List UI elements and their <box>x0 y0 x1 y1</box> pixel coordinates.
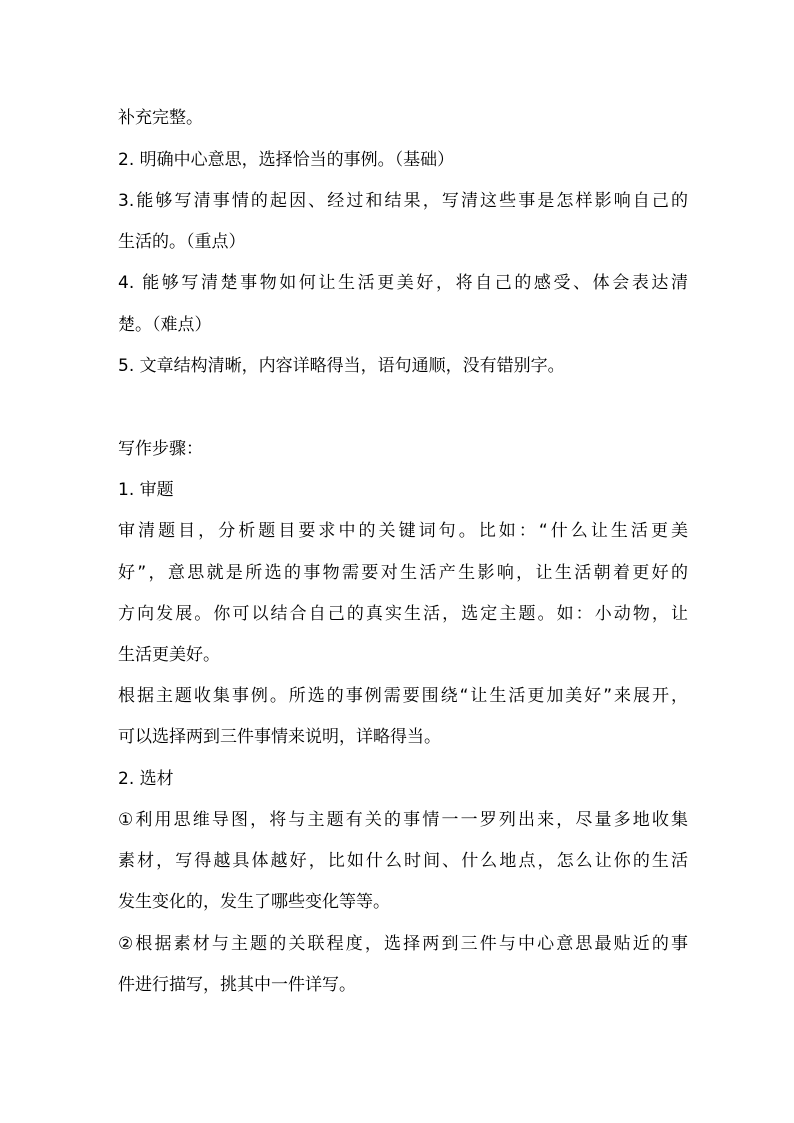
objective-item-3-line-1: 3.能够写清事情的起因、经过和结果，写清这些事是怎样影响自己的 <box>118 191 688 211</box>
step-2-paragraph-1-line-3: 发生变化的，发生了哪些变化等等。 <box>118 892 390 912</box>
step-2-paragraph-2-line-2: 件进行描写，挑其中一件详写。 <box>118 975 356 995</box>
objective-item-4-line-2: 楚。（难点） <box>118 315 212 335</box>
objective-item-3-line-2: 生活的。（重点） <box>118 232 246 252</box>
step-2-paragraph-1-line-2: 素材，写得越具体越好，比如什么时间、什么地点，怎么让你的生活 <box>118 851 688 871</box>
step-1-paragraph-1-line-2: 好”，意思就是所选的事物需要对生活产生影响，让生活朝着更好的 <box>118 563 688 583</box>
objective-item-4-line-1: 4. 能够写清楚事物如何让生活更美好，将自己的感受、体会表达清 <box>118 273 688 293</box>
objective-item-2: 2. 明确中心意思，选择恰当的事例。（基础） <box>118 150 455 170</box>
step-2-paragraph-2-line-1: ②根据素材与主题的关联程度，选择两到三件与中心意思最贴近的事 <box>118 934 688 954</box>
step-1-paragraph-2-line-1: 根据主题收集事例。所选的事例需要围绕“让生活更加美好”来展开， <box>118 686 688 706</box>
objective-continuation: 补充完整。 <box>118 108 203 128</box>
objective-item-5: 5. 文章结构清晰，内容详略得当，语句通顺，没有错别字。 <box>118 356 565 376</box>
step-2-paragraph-1-line-1: ①利用思维导图，将与主题有关的事情一一罗列出来，尽量多地收集 <box>118 810 688 830</box>
steps-heading: 写作步骤： <box>118 439 203 459</box>
step-1-paragraph-1-line-3: 方向发展。你可以结合自己的真实生活，选定主题。如：小动物，让 <box>118 604 688 624</box>
step-2-title: 2. 选材 <box>118 769 174 789</box>
step-1-title: 1. 审题 <box>118 480 174 500</box>
step-1-paragraph-1-line-4: 生活更美好。 <box>118 645 220 665</box>
step-1-paragraph-2-line-2: 可以选择两到三件事情来说明，详略得当。 <box>118 727 441 747</box>
step-1-paragraph-1-line-1: 审清题目，分析题目要求中的关键词句。比如：“什么让生活更美 <box>118 521 688 541</box>
